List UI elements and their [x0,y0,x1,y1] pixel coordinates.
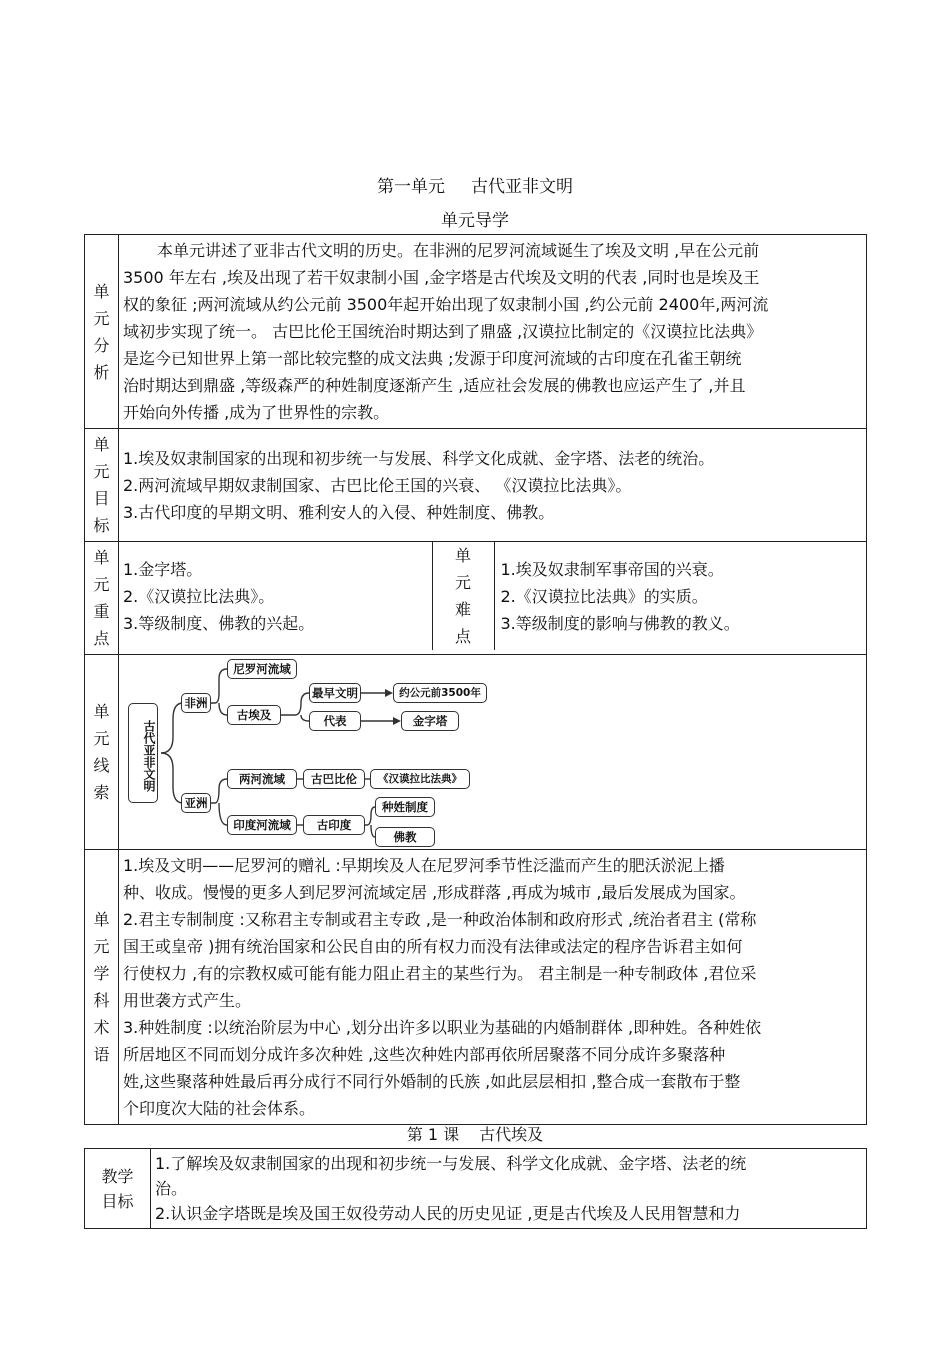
lesson-title [0,1122,950,1145]
clues-cell [119,655,867,850]
unit-goals-content: 1.埃及奴隶制国家的出现和初步统一与发展、科学文化成就、金字塔、法老的统治。 2.两河流域早期奴隶制国家、古巴比伦王国的兴衰、 《汉谟拉比法典》。 3.古代印度的早期文明、雅利安人的入侵、种姓制度、佛教。 [119,429,867,542]
key-points-content: 1.金字塔。 2.《汉谟拉比法典》。 3.等级制度、佛教的兴起。 [123,559,315,633]
unit-analysis-row [85,235,867,429]
unit-clue-diagram [123,657,488,845]
teaching-goals-label: 教学 目标 [85,1149,151,1229]
difficulties-label: 单 元 难 点 [432,542,494,650]
node-code: 《汉谟拉比法典》 [370,769,470,789]
node-date: 约公元前3500年 [393,683,487,703]
unit-guide-heading: 单元导学 [441,211,509,231]
node-pyramid: 金字塔 [401,711,459,731]
unit-analysis-label: 单 元 分 析 [85,235,119,429]
unit-title [0,172,950,197]
node-buddhism: 佛教 [375,827,435,847]
node-indus: 印度河流域 [227,815,297,835]
node-nile: 尼罗河流域 [227,659,297,679]
key-points-label: 单 元 重 点 [85,542,119,655]
unit-name: 古代亚非文明 [471,177,573,197]
clues-row [85,655,867,850]
difficulties-content: 1.埃及奴隶制军事帝国的兴衰。 2.《汉谟拉比法典》的实质。 3.等级制度的影响与佛教的教义。 [500,559,740,633]
terms-row [85,850,867,1125]
unit-goals-label: 单 元 目 标 [85,429,119,542]
unit-number: 第一单元 [377,177,445,197]
unit-guide-table [84,234,867,1125]
unit-goals-row [85,429,867,542]
unit-analysis-content: 本单元讲述了亚非古代文明的历史。在非洲的尼罗河流域诞生了埃及文明 ,早在公元前 3500 年左右 ,埃及出现了若干奴隶制小国 ,金字塔是古代埃及文明的代表 ,同时也是埃及王 权的象征 ;两河流域从约公元前 3500年起开始出现了奴隶制小国 ,约公元前 2400年,两河流 域初步实现了统一。 古巴比伦王国统治时期达到了鼎盛 ,汉谟拉比制定的《汉谟拉比法典》 是迄今已知世界上第一部比较完整的成文法典 ;发源于印度河流域的古印度在孔雀王朝统 治时期达到鼎盛 ,等级森严的种姓制度逐渐产生 ,适应社会发展的佛教也应运产生了 ,并且 开始向外传播 ,成为了世界性的宗教。 [119,235,867,429]
key-points-cell [119,542,867,655]
node-asia: 亚洲 [181,793,211,813]
node-earliest: 最早文明 [309,683,361,703]
node-caste: 种姓制度 [375,797,435,817]
node-india: 古印度 [303,815,365,835]
lesson-table [84,1148,867,1229]
node-represent: 代表 [309,711,361,731]
node-africa: 非洲 [181,693,211,713]
key-points-row [85,542,867,655]
node-egypt: 古埃及 [227,705,281,725]
terms-label: 单 元 学 科 术 语 [85,850,119,1125]
clues-label: 单 元 线 索 [85,655,119,850]
terms-content: 1.埃及文明——尼罗河的赠礼 :早期埃及人在尼罗河季节性泛滥而产生的肥沃淤泥上播 种、收成。慢慢的更多人到尼罗河流域定居 ,形成群落 ,再成为城市 ,最后发展成为国家。 2.君主专制制度 :又称君主专制或君主专政 ,是一种政治体制和政府形式 ,统治者君主 (常称 国王或皇帝 )拥有统治国家和公民自由的所有权力而没有法律或法定的程序告诉君主如何 行使权力 ,有的宗教权威可能有能力阻止君主的某些行为。 君主制是一种专制政体 ,君位采 用世袭方式产生。 3.种姓制度 :以统治阶层为中心 ,划分出许多以职业为基础的内婚制群体 ,即种姓。各种姓依 所居地区不同而划分成许多次种姓 ,这些次种姓内部再依所居聚落不同分成许多聚落种 姓,这些聚落种姓最后再分成行不同行外婚制的氏族 ,如此层层相扣 ,整合成一套散布于整 个印度次大陆的社会体系。 [119,850,867,1125]
node-babylon: 古巴比伦 [303,769,365,789]
teaching-goals-content: 1.了解埃及奴隶制国家的出现和初步统一与发展、科学文化成就、金字塔、法老的统 治。 2.认识金字塔既是埃及国王奴役劳动人民的历史见证 ,更是古代埃及人民用智慧和力 [151,1149,867,1229]
root-node: 古代亚非文明 [128,703,158,803]
lesson-name: 古代埃及 [479,1125,544,1144]
node-mesopotamia: 两河流域 [227,769,297,789]
lesson-number: 第 1 课 [406,1125,460,1144]
